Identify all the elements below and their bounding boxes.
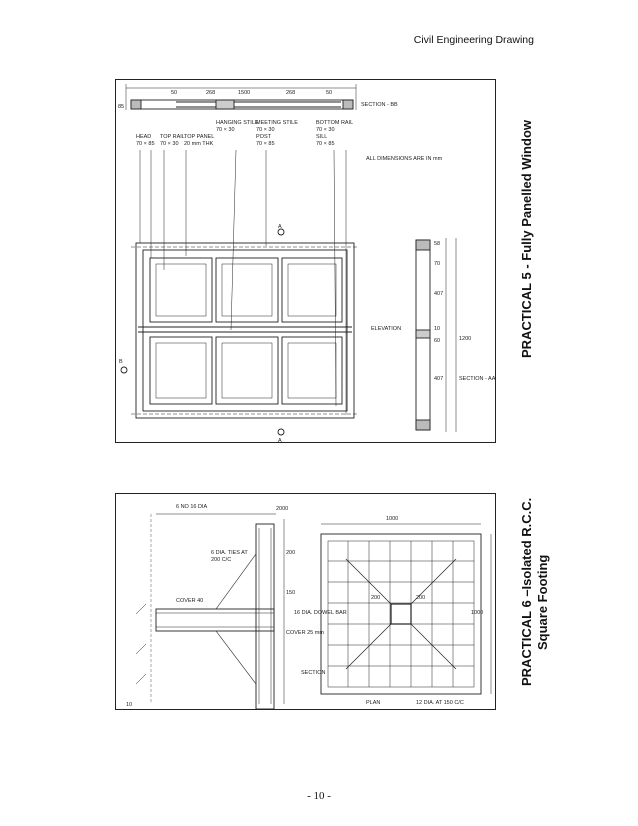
practical6-drawing-frame	[115, 493, 496, 710]
label-sill-size: 70 × 85	[316, 141, 335, 147]
dim-aa-1200: 1200	[459, 336, 472, 342]
column-plan	[391, 604, 411, 624]
dim-200-plan-b: 200	[416, 595, 426, 601]
dim-bb-268: 268	[206, 90, 216, 96]
label-meeting-stile: MEETING STILE	[256, 120, 298, 126]
plan-label: PLAN	[366, 700, 381, 706]
marker-a-bottom: A	[278, 438, 282, 442]
dim-bb-1500: 1500	[238, 90, 251, 96]
dim-1000-side: 1000	[471, 610, 484, 616]
label-ties: 6 DIA. TIES AT	[211, 550, 248, 556]
label-post: POST	[256, 134, 271, 140]
practical5-title: PRACTICAL 5 - Fully Panelled Window	[519, 120, 534, 358]
dim-2000: 2000	[276, 506, 289, 512]
section-bb-strip	[131, 100, 353, 109]
practical6-title-line2: Square Footing	[535, 554, 550, 650]
dim-aa-10: 10	[434, 326, 441, 332]
page-header: Civil Engineering Drawing	[413, 34, 534, 46]
dim-aa-60: 60	[434, 338, 441, 344]
label-top-rail: TOP RAIL	[160, 134, 185, 140]
label-bottom-rail: BOTTOM RAIL	[316, 120, 354, 126]
dim-bb-50b: 50	[326, 90, 333, 96]
dim-aa-58: 58	[434, 241, 441, 247]
label-ties-spacing: 200 C/C	[211, 557, 232, 563]
label-mesh: 12 DIA. AT 150 C/C	[416, 700, 464, 706]
dim-bb-50: 50	[171, 90, 178, 96]
page-number: - 10 -	[307, 790, 331, 802]
dim-bb-first: 85	[118, 104, 125, 110]
rcc-footing-drawing	[116, 494, 495, 709]
label-cover-25: COVER 25 mm	[286, 630, 324, 636]
label-hanging-stile-size: 70 × 30	[216, 127, 235, 133]
section-bb-label: SECTION - BB	[361, 102, 398, 108]
dim-200: 200	[286, 550, 296, 556]
label-meeting-stile-size: 70 × 30	[256, 127, 275, 133]
panelled-window-drawing	[116, 80, 495, 442]
label-sill: SILL	[316, 134, 328, 140]
label-hanging-stile: HANGING STILE	[216, 120, 259, 126]
dim-1000-top: 1000	[386, 516, 399, 522]
dim-bb-268b: 268	[286, 90, 296, 96]
label-head: HEAD	[136, 134, 152, 140]
marker-a-top: A	[278, 224, 282, 230]
dimensions-note: ALL DIMENSIONS ARE IN mm	[366, 156, 443, 162]
dim-aa-70: 70	[434, 261, 441, 267]
dim-150: 150	[286, 590, 296, 596]
dim-aa-407: 407	[434, 291, 444, 297]
practical5-drawing-frame	[115, 79, 496, 443]
section-aa-label: SECTION - AA	[459, 376, 495, 382]
label-main-bars: 6 NO 16 DIA	[176, 504, 208, 510]
practical6-title-line1: PRACTICAL 6 –Isolated R.C.C.	[519, 497, 534, 686]
section-label: SECTION	[301, 670, 326, 676]
label-cover-40: COVER 40	[176, 598, 204, 604]
label-dowel-bar: 16 DIA. DOWEL BAR	[294, 610, 347, 616]
label-top-panel: TOP PANEL	[184, 134, 215, 140]
footing-slab	[256, 524, 274, 709]
dim-10: 10	[126, 702, 133, 708]
label-bottom-rail-size: 70 × 30	[316, 127, 335, 133]
elevation-outer-frame	[136, 243, 354, 418]
label-top-panel-size: 20 mm THK	[184, 141, 214, 147]
dim-200-plan-a: 200	[371, 595, 381, 601]
marker-b: B	[119, 359, 123, 365]
label-post-size: 70 × 85	[256, 141, 275, 147]
elevation-label: ELEVATION	[371, 326, 402, 332]
label-top-rail-size: 70 × 30	[160, 141, 179, 147]
dim-aa-407b: 407	[434, 376, 444, 382]
label-head-size: 70 × 85	[136, 141, 155, 147]
